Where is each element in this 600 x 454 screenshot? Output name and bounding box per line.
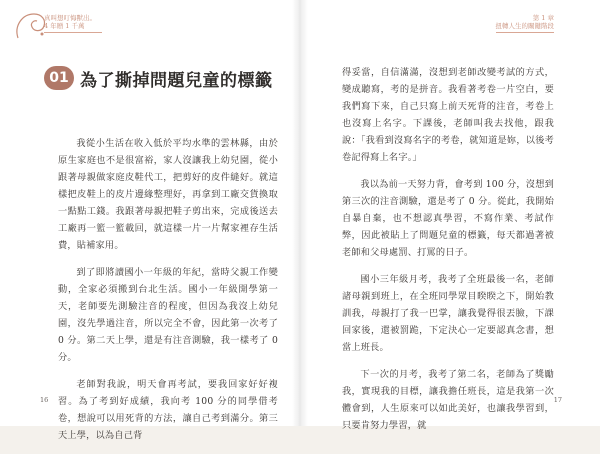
header-rule bbox=[44, 32, 102, 33]
running-head-right bbox=[496, 14, 555, 30]
page-number-right: 17 bbox=[553, 396, 562, 404]
paragraph: 得妥當，自信滿滿，沒想到老師改變考試的方式，變成聽寫，考的是拼音。我看著考卷一片空白，要我們寫下來，自己只寫上前天死背的注音，考卷上也沒寫上名字。下課後，老師叫我去找他，跟我說：「我看到沒寫名字的考卷，就知道是妳，以後考卷記得寫上名字。」 bbox=[342, 67, 554, 163]
header-rule bbox=[496, 32, 554, 33]
paragraph: 我從小生活在收入低於平均水準的雲林縣，由於原生家庭也不是很富裕，家人沒讓我上幼兒園，從小跟著母親做家庭皮鞋代工，把剪好的皮件縫好。就這樣把皮鞋上的皮片邊緣整理好，再拿到工廠交貨換取一點點工錢。我跟著母親把鞋子剪出來，完成後送去工廠再一籃一籃載回，就這樣一片一片幫家裡存生活費，貼補家用。 bbox=[58, 138, 278, 251]
left-body-text bbox=[58, 135, 278, 454]
running-head-line1: 真叫想叮悔獸出。 bbox=[44, 14, 96, 22]
chapter-number-badge: 01 bbox=[44, 66, 74, 90]
paragraph: 國小三年級月考，我考了全班最後一名，老師諸母親到班上，在全班同學眾目睽睽之下，開始教訓我，母親打了我一巴掌，讓我覺得很丟臉，下課回家後，還被罰跪，下定決心一定要認真念書，想當上班長。 bbox=[342, 274, 554, 353]
paragraph: 我以為前一天努力背，會考到 100 分，沒想到第三次的注音測驗，還是考了 0 分。從此，我開始自暴自棄，也不想認真學習，不寫作業、考試作弊，因此被貼上了問題兒童的標籤，每天都過著被老師和父母處罰、打罵的日子。 bbox=[342, 179, 554, 258]
right-page bbox=[300, 0, 600, 431]
running-head-left bbox=[44, 14, 96, 30]
running-head-line2: 4 年贈 1 千萬 bbox=[44, 22, 85, 30]
running-head-line2: 扭轉人生的關鍵階段 bbox=[495, 22, 554, 30]
chapter-heading bbox=[44, 66, 273, 90]
page-number-left: 16 bbox=[40, 396, 49, 404]
paragraph: 老師對我說，明天會再考試，要我回家好好複習。為了考到好成績，我向考 100 分的同學借考卷，想說可以用死背的方法，讓自己考到滿分。第三天上學，以為自己背 bbox=[58, 379, 278, 441]
paragraph: 到了即將讀國小一年級的年紀，當時父親工作變動，全家必須搬到台北生活。國小一年級開學第一天，老師要先測驗注音的程度，但因為我沒上幼兒園，沒先學過注音，所以完全不會，因此第一次考了 0 分。第二天上學，還是有注音測驗，我一樣考了 0 分。 bbox=[58, 267, 278, 363]
right-body-text bbox=[342, 64, 554, 444]
left-page bbox=[0, 0, 300, 441]
chapter-title: 為了撕掉問題兒童的標籤 bbox=[80, 70, 273, 91]
paragraph: 下一次的月考，我考了第二名，老師為了獎勵我，實現我的目標，讓我擔任班長，這是我第一次體會到，人生原來可以如此美好，也讓我學習到，只要肯努力學習，就 bbox=[342, 369, 554, 431]
running-head-line1: 第 1 章 bbox=[532, 14, 554, 22]
